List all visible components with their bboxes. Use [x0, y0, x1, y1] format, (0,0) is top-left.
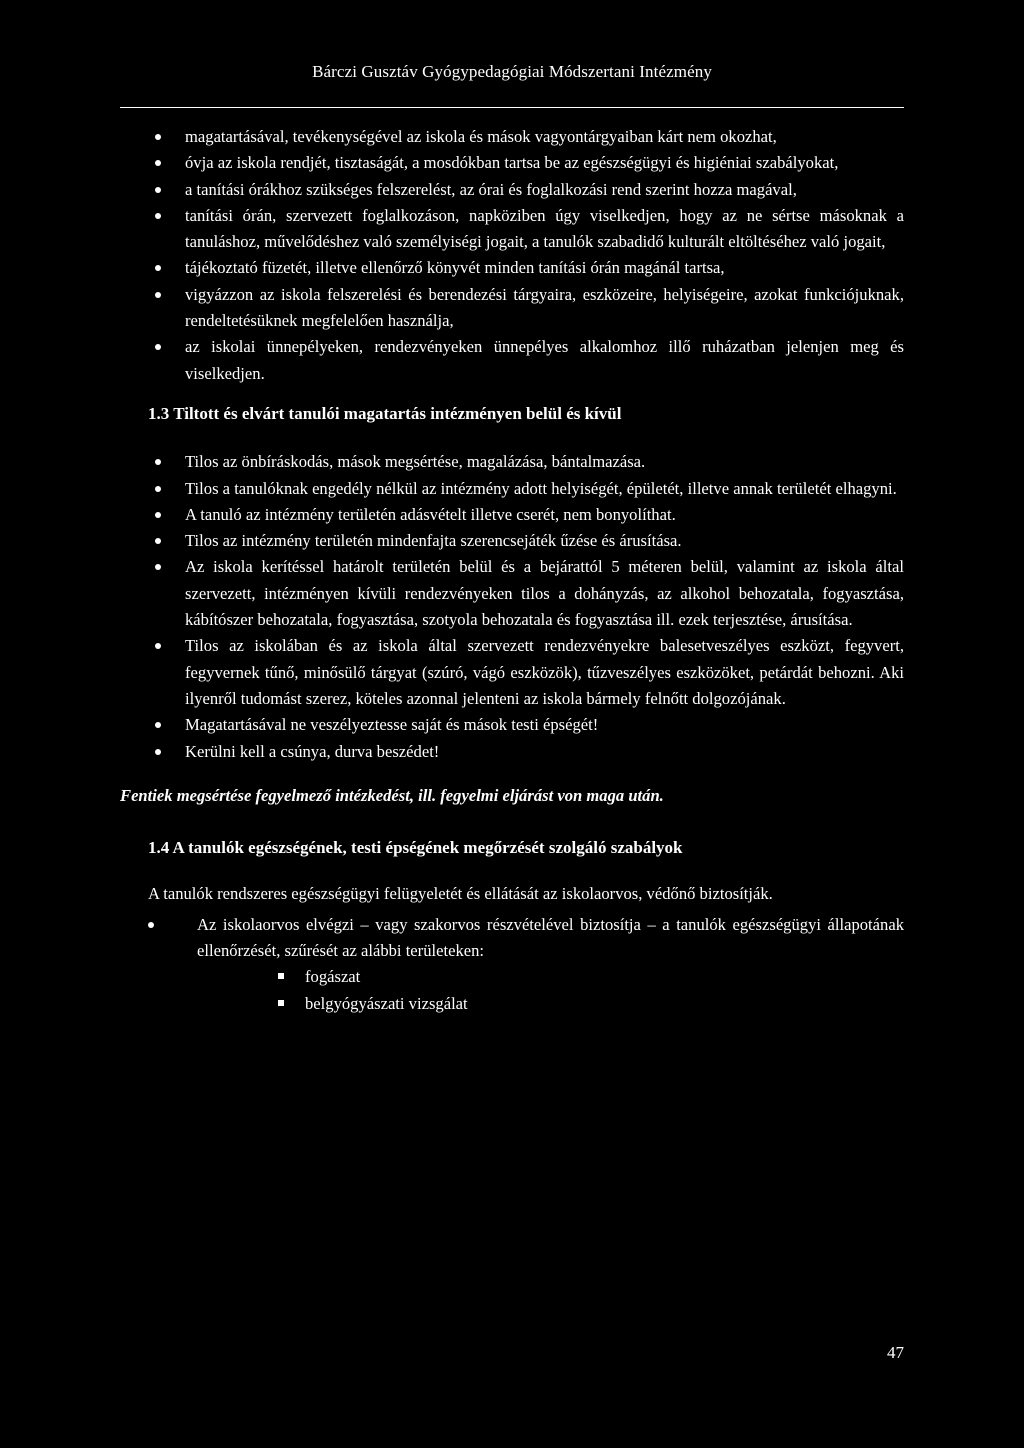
- section-heading-1-4: 1.4 A tanulók egészségének, testi épségének megőrzését szolgáló szabályok: [148, 838, 683, 858]
- page-number: 47: [887, 1343, 904, 1362]
- health-checks-list: [120, 912, 904, 965]
- list-item: Kerülni kell a csúnya, durva beszédet!: [120, 739, 904, 765]
- list-item: Az iskola kerítéssel határolt területén belül és a bejárattól 5 méteren belül, valamint az iskola által szervezett, intézményen kívüli rendezvényeken tilos a dohányzás, az alkohol behozatala, fogyasztása, kábítószer behozatala, fogyasztása, szotyola behozatala és fogyasztása ill. ezek terjesztése, árusítása.: [120, 554, 904, 633]
- list-item: Magatartásával ne veszélyeztesse saját és mások testi épségét!: [120, 712, 904, 738]
- list-item: Tilos az iskolában és az iskola által szervezett rendezvényekre balesetveszélyes eszközt, fegyvert, fegyvernek tűnő, minősülő tárgyat (szúró, vágó eszközök), tűzveszélyes eszközöket, petárdát behozni. Aki ilyenről tudomást szerez, köteles azonnal jelenteni az iskola bármely felnőtt dolgozójának.: [120, 633, 904, 712]
- health-paragraph: A tanulók rendszeres egészségügyi felügyeletét és ellátását az iskolaorvos, védőnő biztosítják.: [148, 884, 773, 904]
- list-item: magatartásával, tevékenységével az iskola és mások vagyontárgyaiban kárt nem okozhat,: [120, 124, 904, 150]
- list-item: vigyázzon az iskola felszerelési és berendezési tárgyaira, eszközeire, helyiségeire, azokat funkciójuknak, rendeltetésüknek megfelelően használja,: [120, 282, 904, 335]
- header-divider: [120, 107, 904, 108]
- section-heading-1-3: 1.3 Tiltott és elvárt tanulói magatartás intézményen belül és kívül: [148, 403, 622, 423]
- document-body: [120, 124, 904, 1017]
- list-item: A tanuló az intézmény területén adásvételt illetve cserét, nem bonyolíthat.: [120, 502, 904, 528]
- list-item: Tilos az intézmény területén mindenfajta szerencsejáték űzése és árusítása.: [120, 528, 904, 554]
- list-item: Az iskolaorvos elvégzi – vagy szakorvos részvételével biztosítja – a tanulók egészségügyi állapotának ellenőrzését, szűrését az alábbi területeken:: [120, 912, 904, 965]
- prohibited-behaviour-list: [120, 449, 904, 765]
- list-item: tanítási órán, szervezett foglalkozáson, napköziben úgy viselkedjen, hogy az ne sértse másoknak a tanuláshoz, művelődéshez való személyiségi jogait, a tanulók szabadidő kulturált eltöltéséhez való jogait,: [120, 203, 904, 256]
- sanction-notice: Fentiek megsértése fegyelmező intézkedést, ill. fegyelmi eljárást von maga után.: [120, 785, 664, 805]
- student-duties-list: [120, 124, 904, 387]
- sub-list-item: belgyógyászati vizsgálat: [120, 991, 904, 1017]
- list-item: Tilos az önbíráskodás, mások megsértése, magalázása, bántalmazása.: [120, 449, 904, 475]
- list-item: az iskolai ünnepélyeken, rendezvényeken ünnepélyes alkalomhoz illő ruházatban jelenjen meg és viselkedjen.: [120, 334, 904, 387]
- list-item: a tanítási órákhoz szükséges felszerelést, az órai és foglalkozási rend szerint hozza magával,: [120, 177, 904, 203]
- page-header: Bárczi Gusztáv Gyógypedagógiai Módszertani Intézmény: [312, 62, 712, 81]
- sub-list-item: fogászat: [120, 964, 904, 990]
- list-item: tájékoztató füzetét, illetve ellenőrző könyvét minden tanítási órán magánál tartsa,: [120, 255, 904, 281]
- health-check-areas-list: [120, 964, 904, 1017]
- list-item: Tilos a tanulóknak engedély nélkül az intézmény adott helyiségét, épületét, illetve annak területét elhagyni.: [120, 476, 904, 502]
- list-item: óvja az iskola rendjét, tisztaságát, a mosdókban tartsa be az egészségügyi és higiéniai szabályokat,: [120, 150, 904, 176]
